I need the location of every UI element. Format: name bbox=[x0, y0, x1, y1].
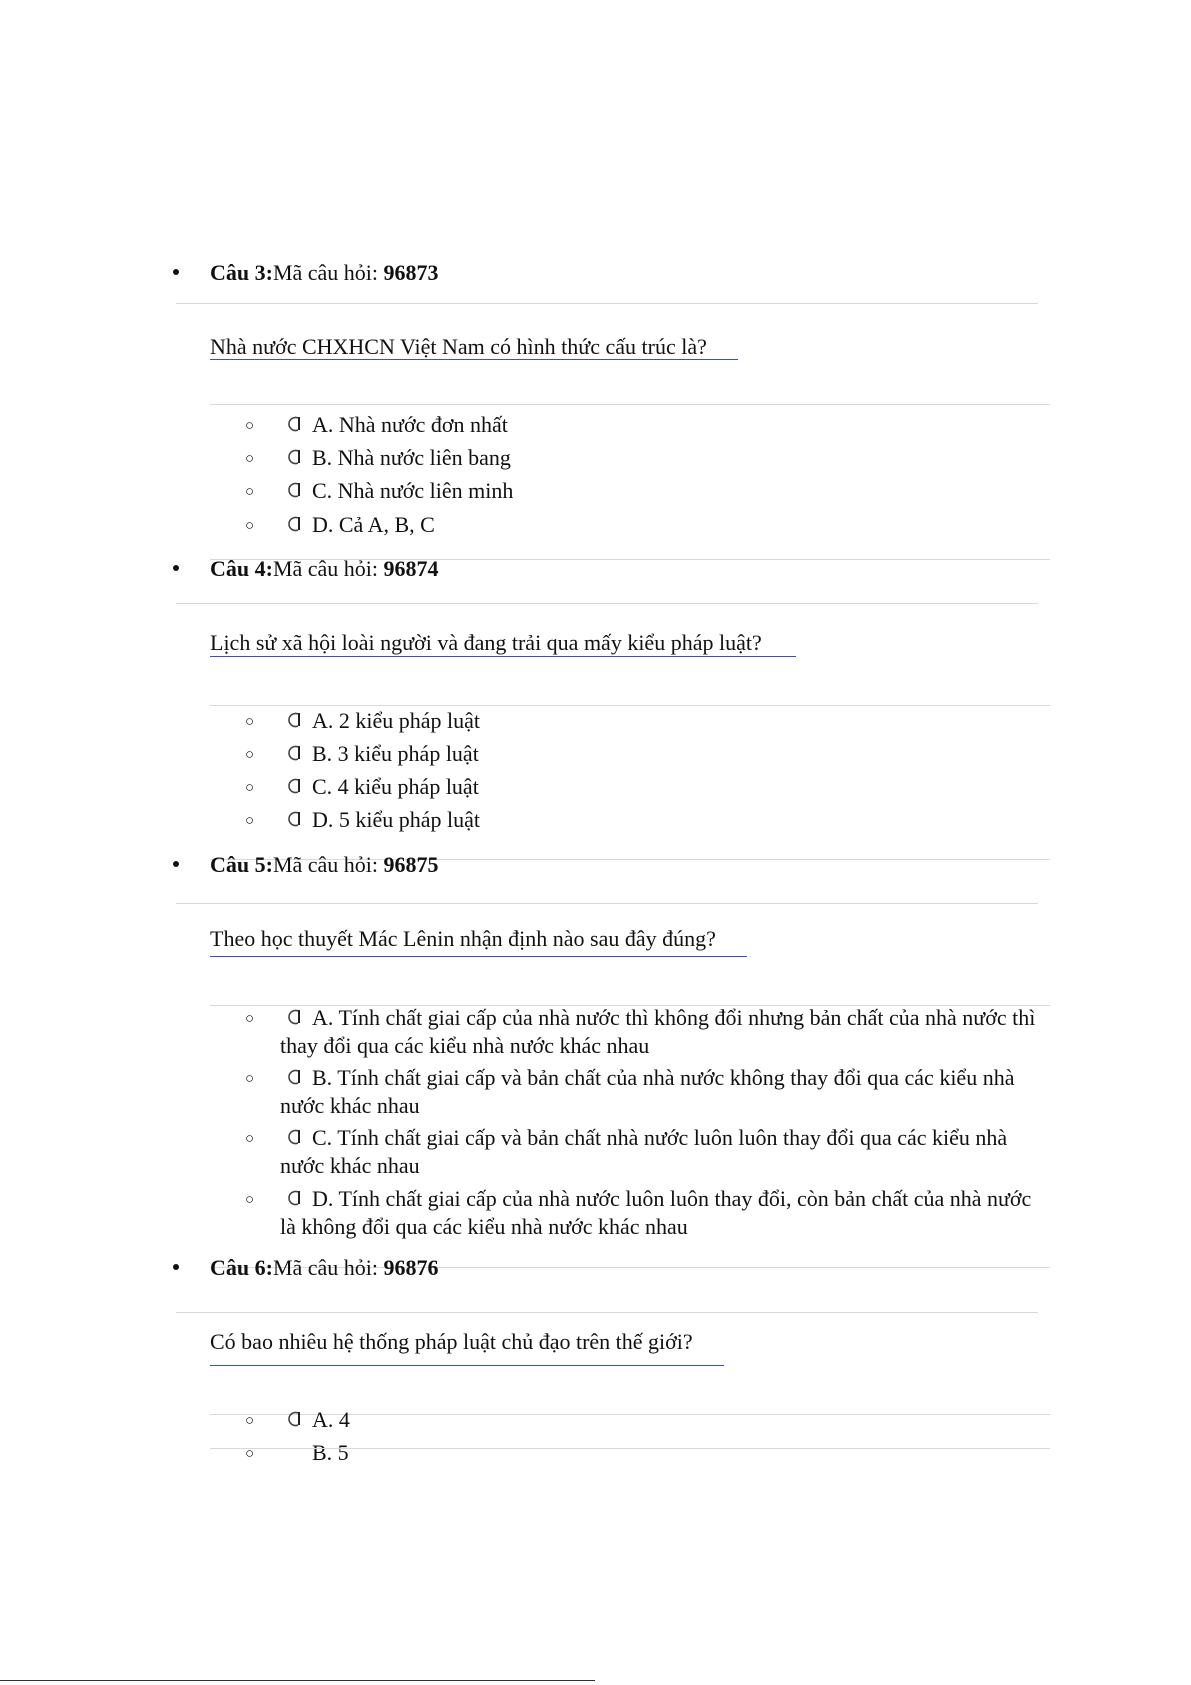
radio-button-icon[interactable] bbox=[285, 810, 303, 828]
radio-button-icon[interactable] bbox=[285, 448, 303, 466]
question-text-underline bbox=[210, 656, 796, 657]
page-bottom-rule bbox=[0, 1680, 595, 1681]
question-text: Có bao nhiêu hệ thống pháp luật chủ đạo trên thế giới? bbox=[210, 1329, 693, 1354]
option-label: C. Nhà nước liên minh bbox=[312, 478, 514, 503]
divider bbox=[210, 404, 1050, 405]
bullet-icon bbox=[173, 861, 179, 867]
question-code: 96873 bbox=[383, 260, 439, 285]
circle-bullet-icon: ○ bbox=[245, 714, 255, 730]
divider bbox=[176, 303, 1038, 304]
bullet-icon bbox=[173, 269, 179, 275]
question-code: 96874 bbox=[383, 556, 439, 581]
radio-button-icon[interactable] bbox=[285, 415, 303, 433]
divider bbox=[176, 903, 1038, 904]
question-number: Câu 3: bbox=[210, 260, 273, 285]
question-code-label: Mã câu hỏi: bbox=[272, 556, 384, 581]
radio-button-icon[interactable] bbox=[285, 515, 303, 533]
circle-bullet-icon: ○ bbox=[245, 1131, 255, 1147]
option-label: C. Tính chất giai cấp và bản chất nhà nước luôn luôn thay đổi qua các kiểu nhà nước khác nhau bbox=[280, 1125, 1008, 1178]
circle-bullet-icon: ○ bbox=[245, 1071, 255, 1087]
question-code-label: Mã câu hỏi: bbox=[272, 260, 384, 285]
option-label: D. 5 kiểu pháp luật bbox=[312, 807, 481, 832]
circle-bullet-icon: ○ bbox=[245, 418, 255, 434]
circle-bullet-icon: ○ bbox=[245, 813, 255, 829]
question-code-label: Mã câu hỏi: bbox=[272, 852, 384, 877]
option-label: D. Tính chất giai cấp của nhà nước luôn luôn thay đổi, còn bản chất của nhà nước là không đổi qua các kiểu nhà nước khác nhau bbox=[280, 1186, 1032, 1239]
question-number: Câu 4: bbox=[210, 556, 273, 581]
circle-bullet-icon: ○ bbox=[245, 1413, 255, 1429]
question-code: 96876 bbox=[383, 1255, 439, 1280]
option-label: A. Tính chất giai cấp của nhà nước thì không đổi nhưng bản chất của nhà nước thì thay đổi qua các kiểu nhà nước khác nhau bbox=[280, 1005, 1036, 1058]
radio-button-icon[interactable] bbox=[285, 777, 303, 795]
question-code-label: Mã câu hỏi: bbox=[272, 1255, 384, 1280]
radio-button-icon[interactable] bbox=[285, 481, 303, 499]
bullet-icon bbox=[173, 565, 179, 571]
question-text: Nhà nước CHXHCN Việt Nam có hình thức cấu trúc là? bbox=[210, 334, 707, 359]
divider bbox=[176, 1312, 1038, 1313]
question-code: 96875 bbox=[383, 852, 439, 877]
option-label: A. 4 bbox=[312, 1407, 350, 1432]
circle-bullet-icon: ○ bbox=[245, 1446, 255, 1462]
option-label: C. 4 kiểu pháp luật bbox=[312, 774, 479, 799]
question-text-underline bbox=[210, 359, 738, 360]
question-text: Lịch sử xã hội loài người và đang trải qua mấy kiểu pháp luật? bbox=[210, 630, 762, 655]
circle-bullet-icon: ○ bbox=[245, 747, 255, 763]
radio-button-icon[interactable] bbox=[285, 1410, 303, 1428]
question-number: Câu 6: bbox=[210, 1255, 273, 1280]
divider bbox=[176, 603, 1038, 604]
question-text: Theo học thuyết Mác Lênin nhận định nào sau đây đúng? bbox=[210, 926, 716, 951]
option-label: B. 3 kiểu pháp luật bbox=[312, 741, 479, 766]
divider bbox=[210, 705, 1050, 706]
option-label: B. Tính chất giai cấp và bản chất của nhà nước không thay đổi qua các kiểu nhà nước khác nhau bbox=[280, 1065, 1015, 1118]
circle-bullet-icon: ○ bbox=[245, 518, 255, 534]
option-label: B. Nhà nước liên bang bbox=[312, 445, 511, 470]
option-label: D. Cả A, B, C bbox=[312, 512, 435, 537]
circle-bullet-icon: ○ bbox=[245, 451, 255, 467]
radio-button-icon[interactable] bbox=[285, 744, 303, 762]
option-label: A. 2 kiểu pháp luật bbox=[312, 708, 481, 733]
circle-bullet-icon: ○ bbox=[245, 1192, 255, 1208]
question-text-underline bbox=[210, 956, 747, 957]
option-label: B. 5 bbox=[312, 1440, 349, 1465]
radio-button-icon[interactable] bbox=[285, 711, 303, 729]
question-text-underline bbox=[210, 1365, 724, 1366]
circle-bullet-icon: ○ bbox=[245, 1011, 255, 1027]
option-label: A. Nhà nước đơn nhất bbox=[312, 412, 508, 437]
question-number: Câu 5: bbox=[210, 852, 273, 877]
circle-bullet-icon: ○ bbox=[245, 484, 255, 500]
circle-bullet-icon: ○ bbox=[245, 780, 255, 796]
bullet-icon bbox=[173, 1264, 179, 1270]
divider bbox=[210, 1448, 1050, 1449]
